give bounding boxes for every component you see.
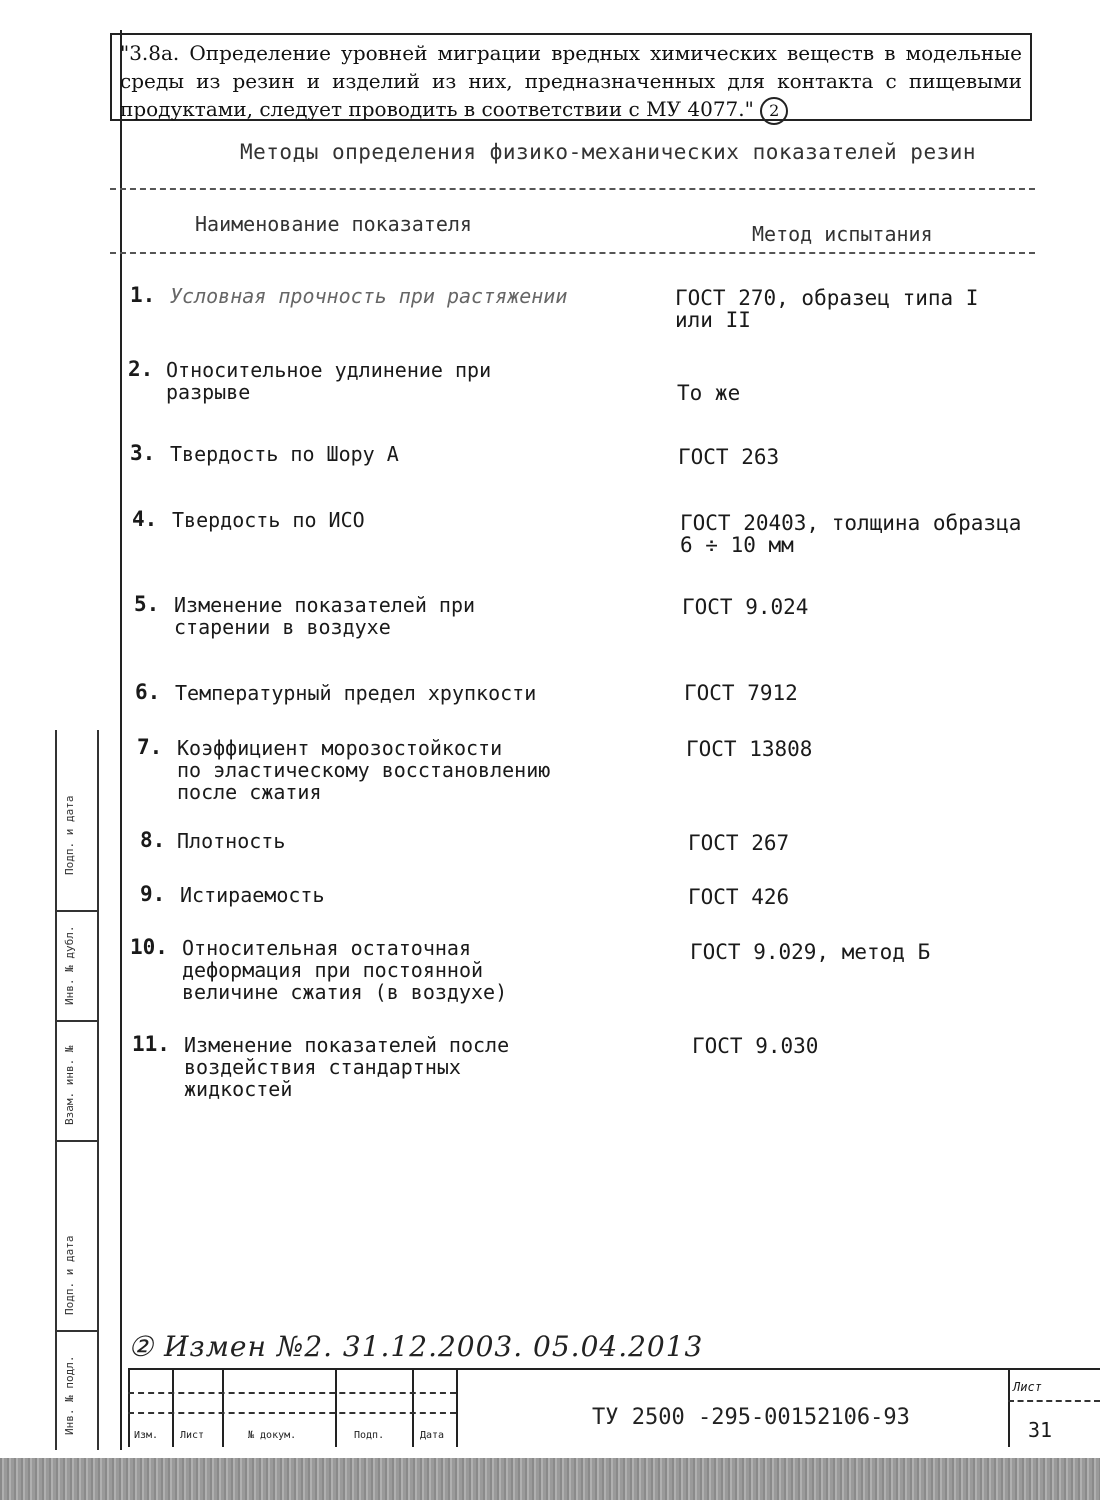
section-title: Методы определения физико-механических показателей резин bbox=[240, 140, 977, 164]
side-label: Инв. № дубл. bbox=[63, 925, 76, 1005]
stamp-divider bbox=[456, 1370, 458, 1447]
stamp-divider bbox=[335, 1370, 337, 1447]
handwritten-change-note: ② Измен №2. 31.12.2003. 05.04.2013 bbox=[128, 1330, 704, 1363]
side-cell-divider bbox=[57, 1330, 97, 1332]
row-test-method: ГОСТ 7912 bbox=[684, 681, 798, 705]
column-header-name: Наименование показателя bbox=[195, 212, 472, 236]
row-indicator-name: Температурный предел хрупкости bbox=[175, 681, 537, 705]
row-indicator-name: Изменение показателей после воздействия стандартных жидкостей bbox=[184, 1033, 510, 1101]
row-indicator-name: Условная прочность при растяжении bbox=[170, 284, 568, 308]
row-test-method: ГОСТ 9.029, метод Б bbox=[690, 940, 931, 964]
amendment-text: "3.8а. Определение уровней миграции вредных химических веществ в модельные среды из резин и изделий из них, предназначенных для контакта с пищевыми продуктами, следует проводить в соответствии с МУ 4077." bbox=[120, 41, 1022, 121]
stamp-row-line bbox=[128, 1412, 456, 1415]
stamp-label-signature: Подп. bbox=[354, 1430, 385, 1441]
amendment-box bbox=[110, 33, 1032, 121]
row-test-method: ГОСТ 263 bbox=[678, 445, 780, 469]
row-number: 2. bbox=[128, 357, 154, 381]
side-label: Подп. и дата bbox=[63, 795, 76, 875]
stamp-label-change: Изм. bbox=[134, 1430, 159, 1441]
sheet-number: 31 bbox=[1028, 1418, 1053, 1442]
row-indicator-name: Истираемость bbox=[180, 883, 325, 907]
row-indicator-name: Изменение показателей при старении в воздухе bbox=[174, 593, 476, 639]
row-test-method: ГОСТ 9.024 bbox=[682, 595, 809, 619]
stamp-label-sheet: Лист bbox=[180, 1430, 205, 1441]
stamp-row-line bbox=[128, 1392, 456, 1395]
side-cell-divider bbox=[57, 910, 97, 912]
sheet-label: Лист bbox=[1013, 1380, 1042, 1394]
scan-edge-band bbox=[0, 1458, 1100, 1500]
row-number: 6. bbox=[135, 680, 161, 704]
row-number: 11. bbox=[132, 1032, 170, 1056]
row-number: 1. bbox=[130, 283, 156, 307]
stamp-row-line bbox=[1008, 1400, 1100, 1403]
row-indicator-name: Относительная остаточная деформация при постоянной величине сжатия (в воздухе) bbox=[182, 936, 508, 1004]
side-label: Инв. № подл. bbox=[63, 1355, 76, 1435]
side-stamp-column bbox=[55, 730, 99, 1450]
stamp-divider bbox=[222, 1370, 224, 1447]
header-top-rule bbox=[110, 188, 1035, 190]
stamp-divider bbox=[172, 1370, 174, 1447]
row-test-method: ГОСТ 20403, толщина образца 6 ÷ 10 мм bbox=[680, 511, 1022, 557]
stamp-label-date: Дата bbox=[420, 1430, 445, 1441]
document-code: ТУ 2500 -295-00152106-93 bbox=[592, 1405, 910, 1430]
row-test-method: ГОСТ 426 bbox=[688, 885, 790, 909]
stamp-divider bbox=[1008, 1370, 1010, 1447]
row-number: 7. bbox=[137, 735, 163, 759]
row-number: 10. bbox=[130, 935, 168, 959]
stamp-divider bbox=[412, 1370, 414, 1447]
side-label: Подп. и дата bbox=[63, 1235, 76, 1315]
row-number: 9. bbox=[140, 882, 166, 906]
row-indicator-name: Коэффициент морозостойкости по эластическому восстановлению после сжатия bbox=[177, 736, 551, 804]
row-test-method: ГОСТ 13808 bbox=[686, 737, 813, 761]
row-number: 4. bbox=[132, 507, 158, 531]
row-indicator-name: Плотность bbox=[177, 829, 286, 853]
row-number: 8. bbox=[140, 828, 166, 852]
row-indicator-name: Относительное удлинение при разрыве bbox=[166, 358, 492, 404]
row-test-method: ГОСТ 267 bbox=[688, 831, 790, 855]
row-indicator-name: Твердость по ИСО bbox=[172, 508, 365, 532]
stamp-label-doc-number: № докум. bbox=[248, 1430, 297, 1441]
row-test-method: ГОСТ 9.030 bbox=[692, 1034, 819, 1058]
row-indicator-name: Твердость по Шору А bbox=[170, 442, 399, 466]
row-number: 3. bbox=[130, 441, 156, 465]
amendment-number-badge: 2 bbox=[760, 97, 788, 125]
side-cell-divider bbox=[57, 1140, 97, 1142]
left-frame-line bbox=[120, 30, 122, 1450]
column-header-method: Метод испытания bbox=[752, 222, 933, 246]
row-number: 5. bbox=[134, 592, 160, 616]
side-cell-divider bbox=[57, 1020, 97, 1022]
row-test-method: ГОСТ 270, образец типа I или II bbox=[675, 286, 979, 332]
stamp-divider bbox=[128, 1370, 130, 1447]
header-bottom-rule bbox=[110, 252, 1035, 254]
side-label: Взам. инв. № bbox=[63, 1045, 76, 1125]
row-test-method: То же bbox=[677, 381, 741, 405]
